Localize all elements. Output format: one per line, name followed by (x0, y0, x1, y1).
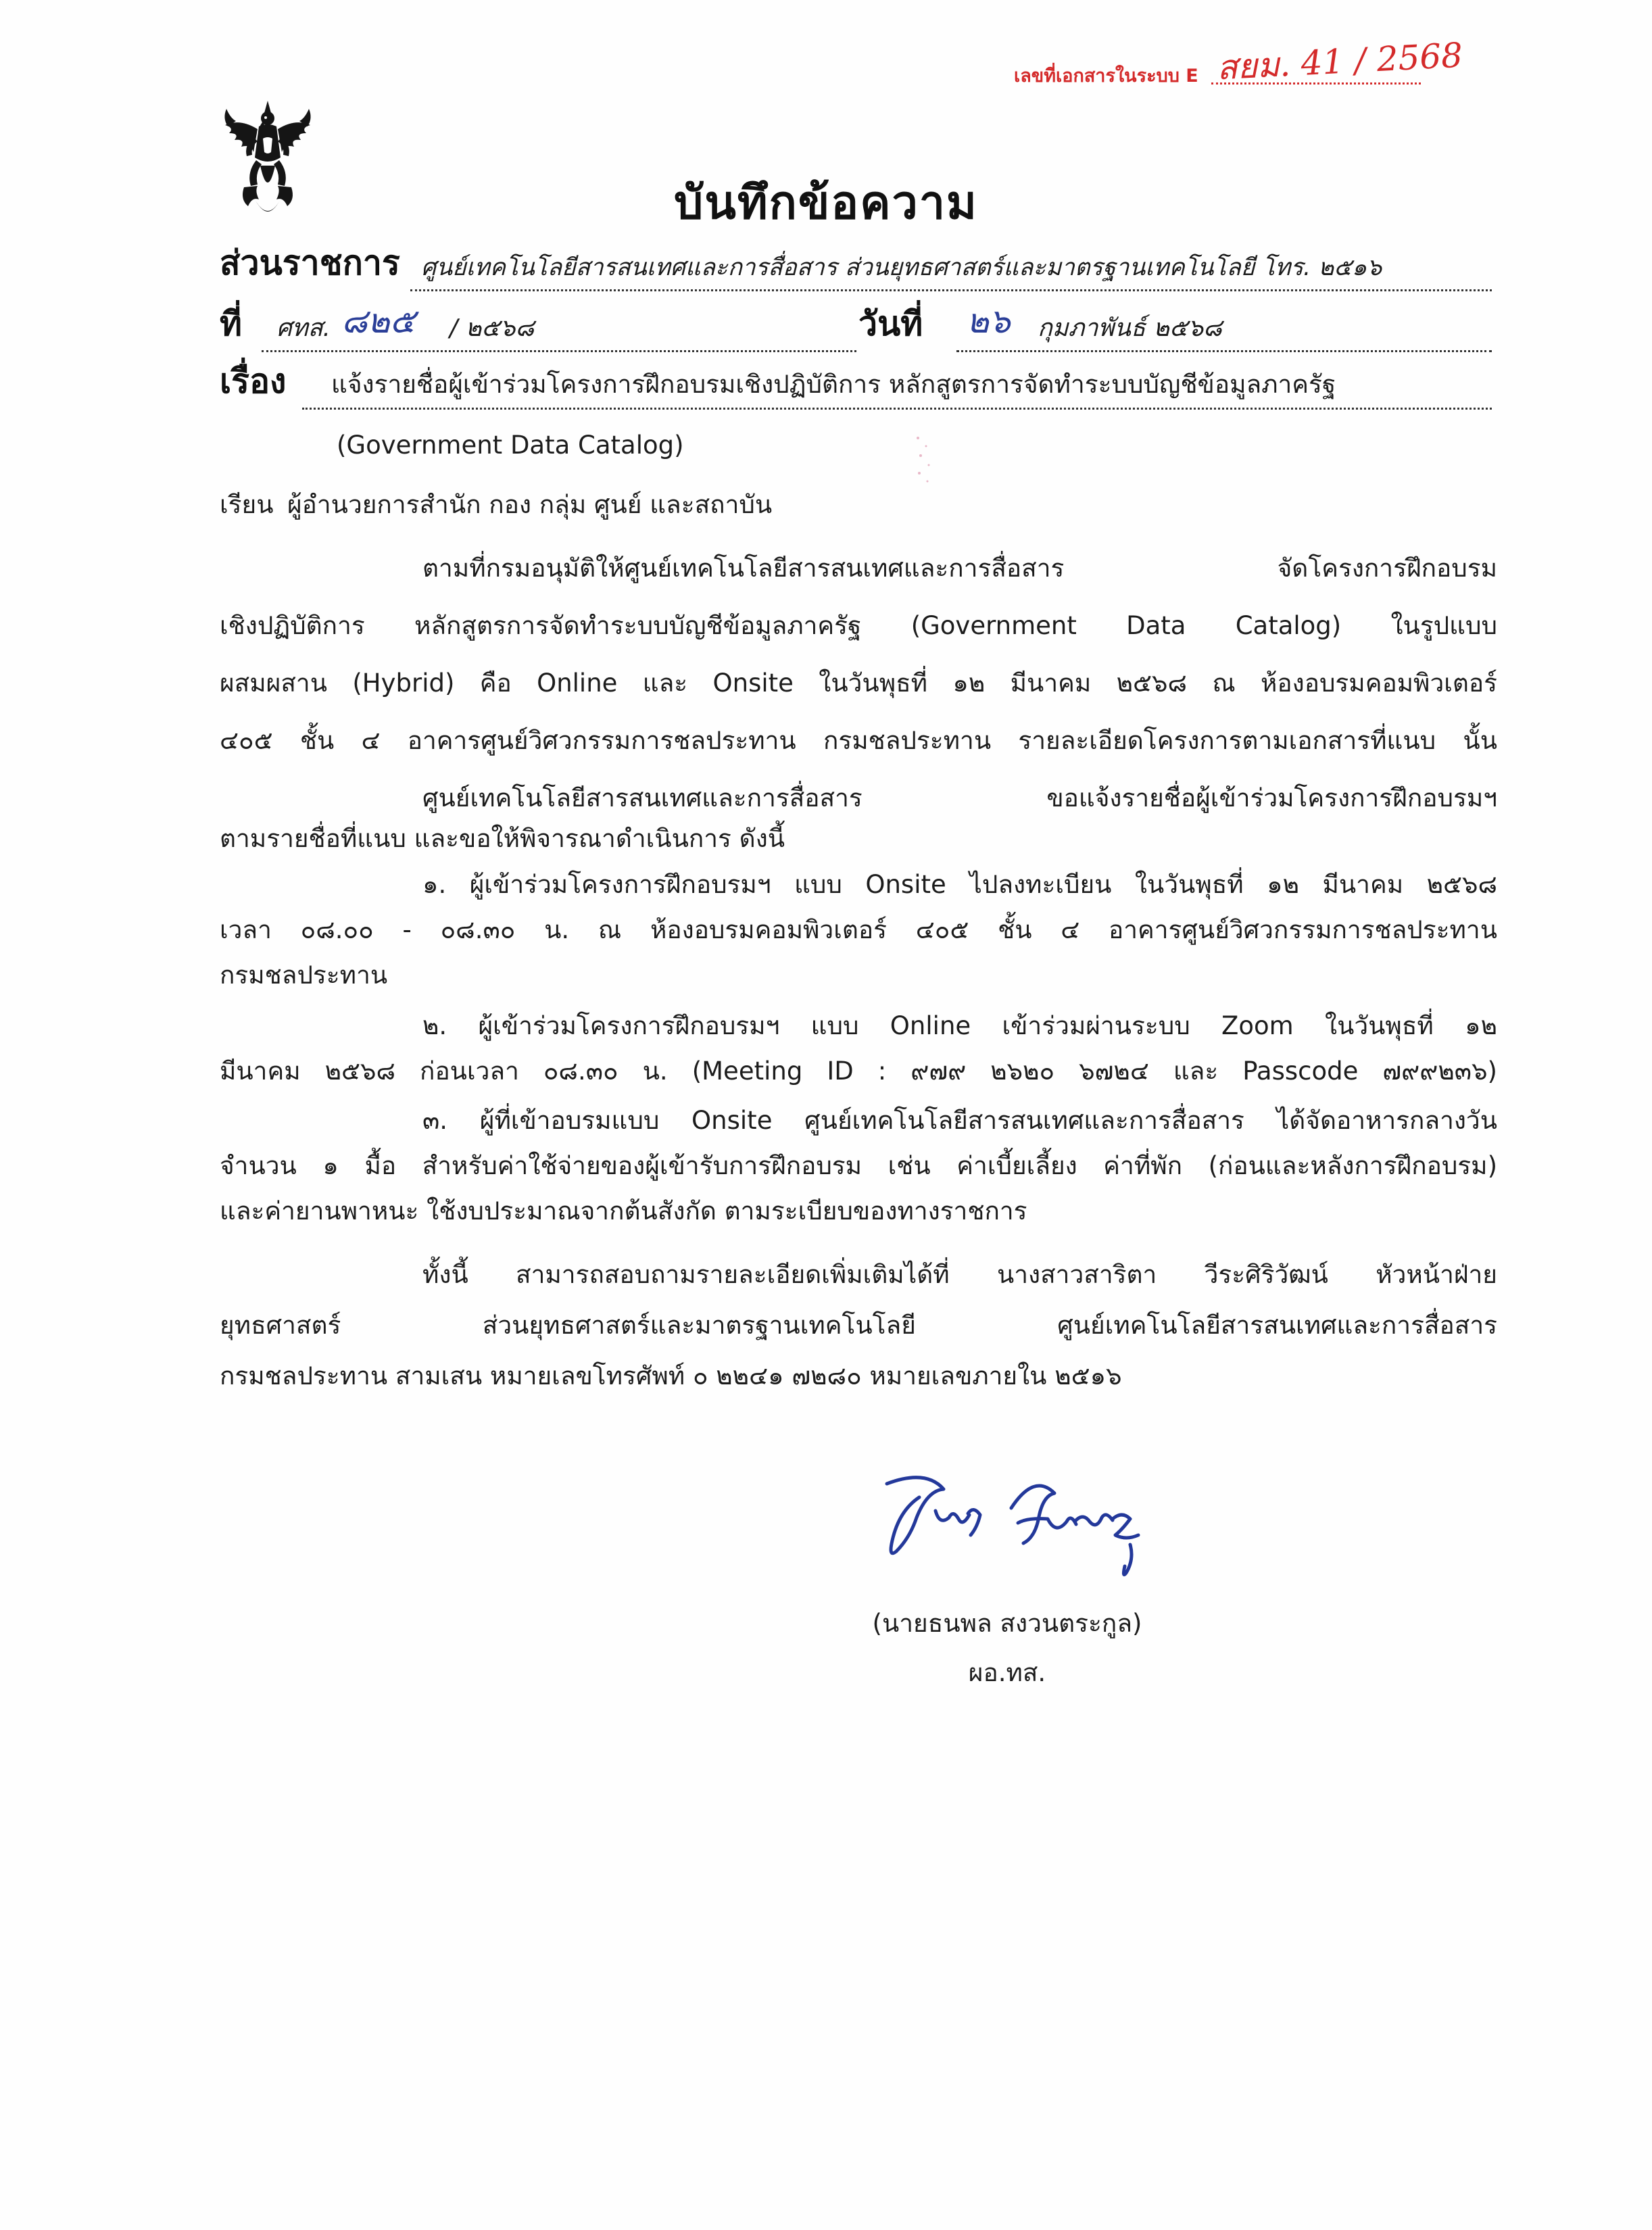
item-3-line-1: ๓. ผู้ที่เข้าอบรมแบบ Onsite ศูนย์เทคโนโลยีสารสนเทศและการสื่อสาร ได้จัดอาหารกลางวัน (422, 1106, 1497, 1135)
subject-line-2: (Government Data Catalog) (337, 431, 684, 460)
item-2-line-1: ๒. ผู้เข้าร่วมโครงการฝึกอบรมฯ แบบ Online เข้าร่วมผ่านระบบ Zoom ในวันพุธที่ ๑๒ (422, 1011, 1497, 1040)
scan-speck (914, 433, 933, 487)
subject-label: เรื่อง (220, 362, 287, 401)
paragraph-3-line-1: ทั้งนี้ สามารถสอบถามรายละเอียดเพิ่มเติมได้ที่ นางสาวสาริตา วีระศิริวัฒน์ หัวหน้าฝ่าย (422, 1260, 1497, 1289)
salutation-recipients: ผู้อำนวยการสำนัก กอง กลุ่ม ศูนย์ และสถาบัน (287, 490, 773, 519)
agency-dots (410, 289, 1492, 291)
subject-row (220, 362, 1492, 412)
paragraph-1-line-3: ผสมผสาน (Hybrid) คือ Online และ Onsite ในวันพุธที่ ๑๒ มีนาคม ๒๕๖๘ ณ ห้องอบรมคอมพิวเตอร์ (220, 669, 1497, 698)
subject-dots (302, 408, 1492, 410)
paragraph-2-line-2: ตามรายชื่อที่แนบ และขอให้พิจารณาดำเนินการ ดังนี้ (220, 824, 785, 853)
date-month-year: กุมภาพันธ์ ๒๕๖๘ (1038, 314, 1222, 342)
reference-dots (262, 350, 856, 352)
date-dots (956, 350, 1492, 352)
paragraph-2-line-1: ศูนย์เทคโนโลยีสารสนเทศและการสื่อสาร ขอแจ้งรายชื่อผู้เข้าร่วมโครงการฝึกอบรมฯ (422, 783, 1497, 813)
reference-number: ๘๒๕ (341, 301, 416, 341)
signatory-name: (นายธนพล สงวนตระกูล) (872, 1609, 1142, 1638)
item-1-line-3: กรมชลประทาน (220, 961, 388, 990)
date-label: วันที่ (858, 304, 923, 343)
item-1-line-1: ๑. ผู้เข้าร่วมโครงการฝึกอบรมฯ แบบ Onsite ไปลงทะเบียน ในวันพุธที่ ๑๒ มีนาคม ๒๕๖๘ (422, 870, 1497, 899)
item-3-line-2: จำนวน ๑ มื้อ สำหรับค่าใช้จ่ายของผู้เข้ารับการฝึกอบรม เช่น ค่าเบี้ยเลี้ยง ค่าที่พัก (ก่อนและหลังการฝึกอบรม) (220, 1151, 1497, 1180)
item-1-line-2: เวลา ๐๘.๐๐ - ๐๘.๓๐ น. ณ ห้องอบรมคอมพิวเตอร์ ๔๐๕ ชั้น ๔ อาคารศูนย์วิศวกรรมการชลประทาน (220, 915, 1497, 944)
signature-image (879, 1470, 1176, 1592)
agency-label: ส่วนราชการ (220, 243, 400, 283)
reference-suffix: / ๒๕๖๘ (450, 314, 535, 342)
item-3-line-3: และค่ายานพาหนะ ใช้งบประมาณจากต้นสังกัด ตามระเบียบของทางราชการ (220, 1196, 1027, 1226)
reference-prefix: ศทส. (276, 314, 331, 342)
subject-line-1: แจ้งรายชื่อผู้เข้าร่วมโครงการฝึกอบรมเชิงปฏิบัติการ หลักสูตรการจัดทำระบบบัญชีข้อมูลภาครัฐ (331, 370, 1336, 399)
signatory-position: ผอ.ทส. (968, 1658, 1046, 1687)
paragraph-3-line-2: ยุทธศาสตร์ ส่วนยุทธศาสตร์และมาตรฐานเทคโนโลยี ศูนย์เทคโนโลยีสารสนเทศและการสื่อสาร (220, 1311, 1497, 1340)
memo-title: บันทึกข้อความ (674, 176, 978, 230)
item-2-line-2: มีนาคม ๒๕๖๘ ก่อนเวลา ๐๘.๓๐ น. (Meeting ID : ๙๗๙ ๒๖๒๐ ๖๗๒๔ และ Passcode ๗๙๙๒๓๖) (220, 1057, 1497, 1086)
paragraph-3-line-3: กรมชลประทาน สามเสน หมายเลขโทรศัพท์ ๐ ๒๒๔๑ ๗๒๘๐ หมายเลขภายใน ๒๕๑๖ (220, 1361, 1122, 1390)
reference-label: ที่ (220, 304, 242, 343)
document-registration (1014, 35, 1487, 96)
date-day: ๒๖ (967, 301, 1011, 341)
registration-label: เลขที่เอกสารในระบบ E (1014, 66, 1198, 87)
paragraph-1-line-4: ๔๐๕ ชั้น ๔ อาคารศูนย์วิศวกรรมการชลประทาน กรมชลประทาน รายละเอียดโครงการตามเอกสารที่แนบ นั้น (220, 726, 1497, 755)
paragraph-1-line-1: ตามที่กรมอนุมัติให้ศูนย์เทคโนโลยีสารสนเทศและการสื่อสาร จัดโครงการฝึกอบรม (422, 554, 1497, 583)
registration-number: สยม. 41 / 2568 (1215, 35, 1464, 88)
reference-row (220, 301, 1492, 355)
salutation-label: เรียน (220, 490, 274, 519)
paragraph-1-line-2: เชิงปฏิบัติการ หลักสูตรการจัดทำระบบบัญชีข้อมูลภาครัฐ (Government Data Catalog) ในรูปแบบ (220, 611, 1497, 640)
agency-row (220, 243, 1492, 294)
agency-value: ศูนย์เทคโนโลยีสารสนเทศและการสื่อสาร ส่วนยุทธศาสตร์และมาตรฐานเทคโนโลยี โทร. ๒๕๑๖ (421, 254, 1382, 281)
